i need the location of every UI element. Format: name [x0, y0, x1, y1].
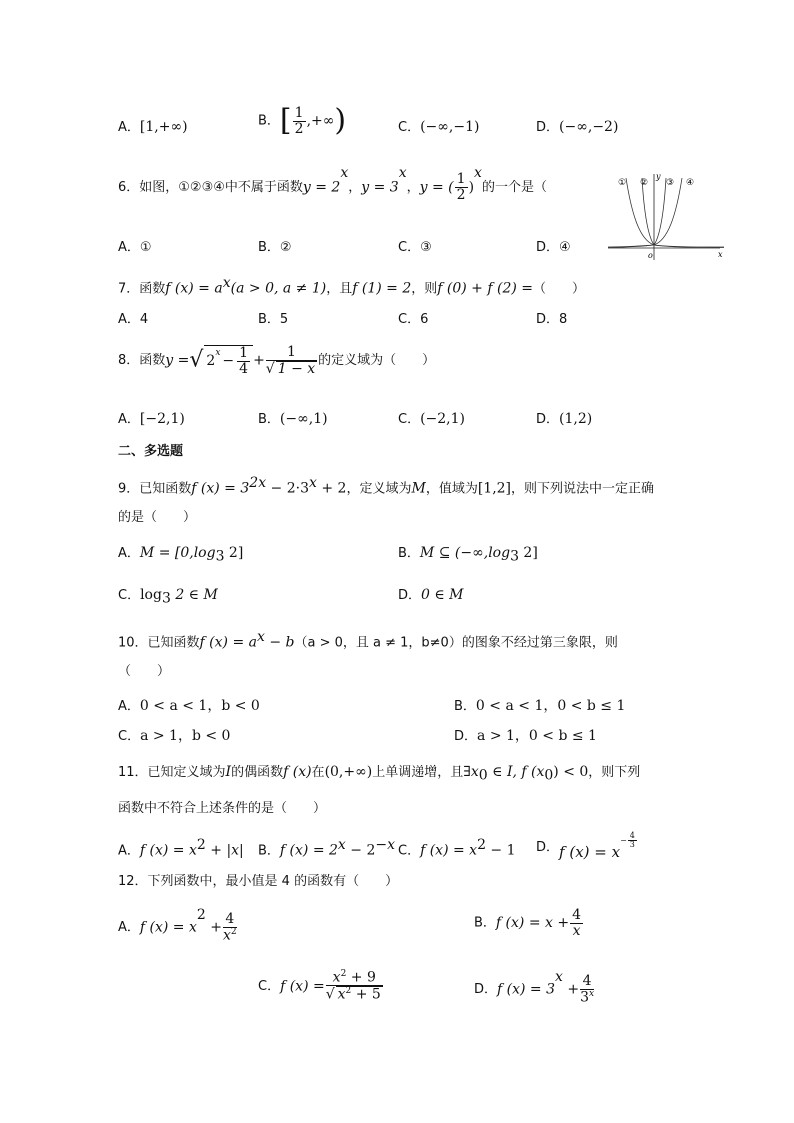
- q7-option-a: A．4: [118, 312, 149, 327]
- q6-label-o: o: [648, 251, 653, 260]
- q12-stem: 12．下列函数中，最小值是 4 的函数有（ ）: [118, 874, 399, 889]
- q8-sqrt-1: $2^x$ − $\frac{1}{4}$: [204, 345, 253, 376]
- q6-graph: [606, 170, 726, 262]
- q12-option-c: C．f (x) = $\frac{x^2 + 9}{√ x^2 + 5}$: [258, 969, 381, 1003]
- q12-option-a: A．f $(x) = x^2$ + $\frac{4}{x^2}$: [118, 907, 237, 944]
- q11-stem-line2: 函数中不符合上述条件的是（ ）: [118, 801, 327, 816]
- q7-stem: 7．函数f $(x) = a^x(a > 0$, a ≠ 1)，且f (1) = 2，则f (0) + f (2) =（ ）: [118, 275, 586, 297]
- q6-curve-3: [608, 178, 666, 248]
- q6-half-fraction: $\frac{1}{2}$: [456, 171, 466, 203]
- q11-option-b: B．f $(x) = 2^x - 2^{-x}$: [258, 837, 396, 859]
- q8-option-d: D．(1,2): [536, 411, 593, 427]
- q6-label-2: ②: [640, 178, 649, 188]
- q8-stem: 8．函数y =√ $2^x$ − $\frac{1}{4}$ + $\frac{1}{√ 1 - x}$ 的定义域为（ ）: [118, 344, 436, 377]
- q12-b-fraction: $\frac{4}{x}$: [572, 907, 582, 939]
- q9-option-b: B．M ⊆ ($-\infty,\log_3$ 2]: [398, 545, 538, 565]
- q6-label-y: y: [656, 172, 661, 181]
- q8-root-fraction: $\frac{1}{√ 1 - x}$: [265, 344, 316, 377]
- q6-option-b: B．②: [258, 240, 292, 255]
- q5-option-d: D．(−∞,−2): [536, 119, 619, 135]
- q10-option-b: B．0 < a < 1，0 < b ≤ 1: [454, 698, 626, 714]
- q10-stem: 10．已知函数f $(x) = a^x - b(a > 0$，且 a ≠ 1，b≠0）的图象不经过第三象限，则: [118, 629, 618, 651]
- q11-option-c: C．f $(x) = x^2 - 1$: [398, 837, 516, 859]
- q5-option-c: C．(−∞,−1): [398, 119, 480, 135]
- q8-option-b: B．(−∞,1): [258, 411, 328, 427]
- q6-option-c: C．③: [398, 240, 432, 255]
- q10-option-d: D．a > 1，0 < b ≤ 1: [454, 728, 597, 744]
- q12-a-fraction: $\frac{4}{x^2}$: [223, 910, 237, 944]
- q7-option-c: C．6: [398, 312, 429, 327]
- q10-option-c: C．a > 1，b < 0: [118, 728, 231, 744]
- q6-label-4: ④: [686, 178, 695, 188]
- q12-c-fraction: $\frac{x^2 + 9}{√ x^2 + 5}$: [325, 969, 381, 1003]
- q11-stem: 11．已知定义域为I的偶函数f (x)在(0,+∞)上单调递增，且$\exists x_0$ ∈ I, f $(x_0) < 0$，则下列: [118, 764, 641, 784]
- q11-option-d: D．f (x) = x− $\frac{4}{3}$: [536, 832, 638, 860]
- q10-stem-line2: （ ）: [118, 664, 171, 679]
- q6-label-1: ①: [618, 178, 627, 188]
- q6-label-3: ③: [666, 178, 675, 188]
- q12-option-d: D．f $(x) = 3^x$ + $\frac{4}{3^x}$: [474, 969, 595, 1006]
- q9-stem: 9．已知函数f $(x) = 3^{2x} - 2\cdot 3^x + 2$，定义域为M，值域为[1,2]，则下列说法中一定正确: [118, 475, 655, 497]
- q6-label-x: x: [718, 250, 723, 259]
- q8-quarter-fraction: $\frac{1}{4}$: [239, 345, 249, 377]
- q5-b-fraction: $\frac{1}{2}$: [294, 105, 304, 137]
- q7-option-d: D．8: [536, 312, 568, 327]
- q11-option-a: A．f $(x) = x^2 + |x|$: [118, 837, 244, 859]
- section-title-multiple-choice: 二、多选题: [118, 444, 184, 459]
- q9-option-a: A．$M = [0,\log_3$ 2]: [118, 545, 244, 565]
- q8-option-c: C．(−2,1): [398, 411, 465, 427]
- q11-d-exponent: − $\frac{4}{3}$: [620, 831, 635, 850]
- q12-d-fraction: $\frac{4}{3^x}$: [580, 972, 595, 1006]
- q9-stem-line2: 的是（ ）: [118, 510, 197, 525]
- q7-option-b: B．5: [258, 312, 289, 327]
- q6-stem: 6．如图，①②③④中不属于函数$y = 2^x$，$y = 3^x$，y = ( $\frac{1}{2}$ )$^x$的一个是（: [118, 165, 547, 203]
- q6-option-d: D．④: [536, 240, 571, 255]
- q5-option-b: B．[ $\frac{1}{2}$ ,+∞): [258, 103, 347, 139]
- q6-option-a: A．①: [118, 240, 152, 255]
- q9-option-c: C．$\log_3 2$ ∈ M: [118, 587, 218, 607]
- q12-option-b: B．f (x) = x + $\frac{4}{x}$: [474, 907, 582, 939]
- q8-option-a: A．[−2,1): [118, 411, 185, 427]
- q9-option-d: D．0 ∈ M: [398, 587, 464, 603]
- q5-option-a: A．[1,+∞): [118, 119, 188, 135]
- q10-option-a: A．0 < a < 1，b < 0: [118, 698, 260, 714]
